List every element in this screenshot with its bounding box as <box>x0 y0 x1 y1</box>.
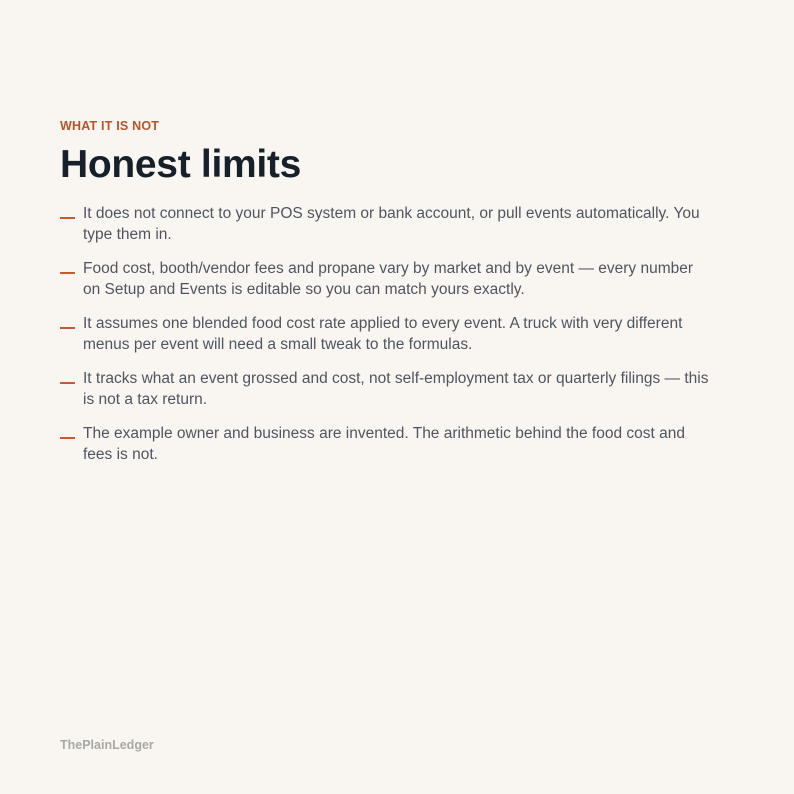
list-item <box>60 424 720 465</box>
page-title: Honest limits <box>60 143 301 186</box>
dash-bullet-icon <box>60 272 75 274</box>
limits-list <box>60 204 720 465</box>
brand-footer: ThePlainLedger <box>60 738 154 752</box>
dash-bullet-icon <box>60 382 75 384</box>
list-item-text: It does not connect to your POS system or bank account, or pull events automatically. You type them in. <box>83 205 700 243</box>
list-item <box>60 259 720 300</box>
list-item <box>60 314 720 355</box>
list-item <box>60 369 720 410</box>
list-item-text: It tracks what an event grossed and cost, not self-employment tax or quarterly filings — this is not a tax return. <box>83 370 709 408</box>
list-item <box>60 204 720 245</box>
dash-bullet-icon <box>60 327 75 329</box>
dash-bullet-icon <box>60 437 75 439</box>
page-content <box>60 119 720 479</box>
list-item-text: It assumes one blended food cost rate applied to every event. A truck with very different menus per event will need a small tweak to the formulas. <box>83 315 683 353</box>
list-item-text: The example owner and business are invented. The arithmetic behind the food cost and fees is not. <box>83 425 686 463</box>
list-item-text: Food cost, booth/vendor fees and propane vary by market and by event — every number on Setup and Events is editable so you can match yours exactly. <box>83 260 694 298</box>
dash-bullet-icon <box>60 217 75 219</box>
section-eyebrow: WHAT IT IS NOT <box>60 119 160 133</box>
